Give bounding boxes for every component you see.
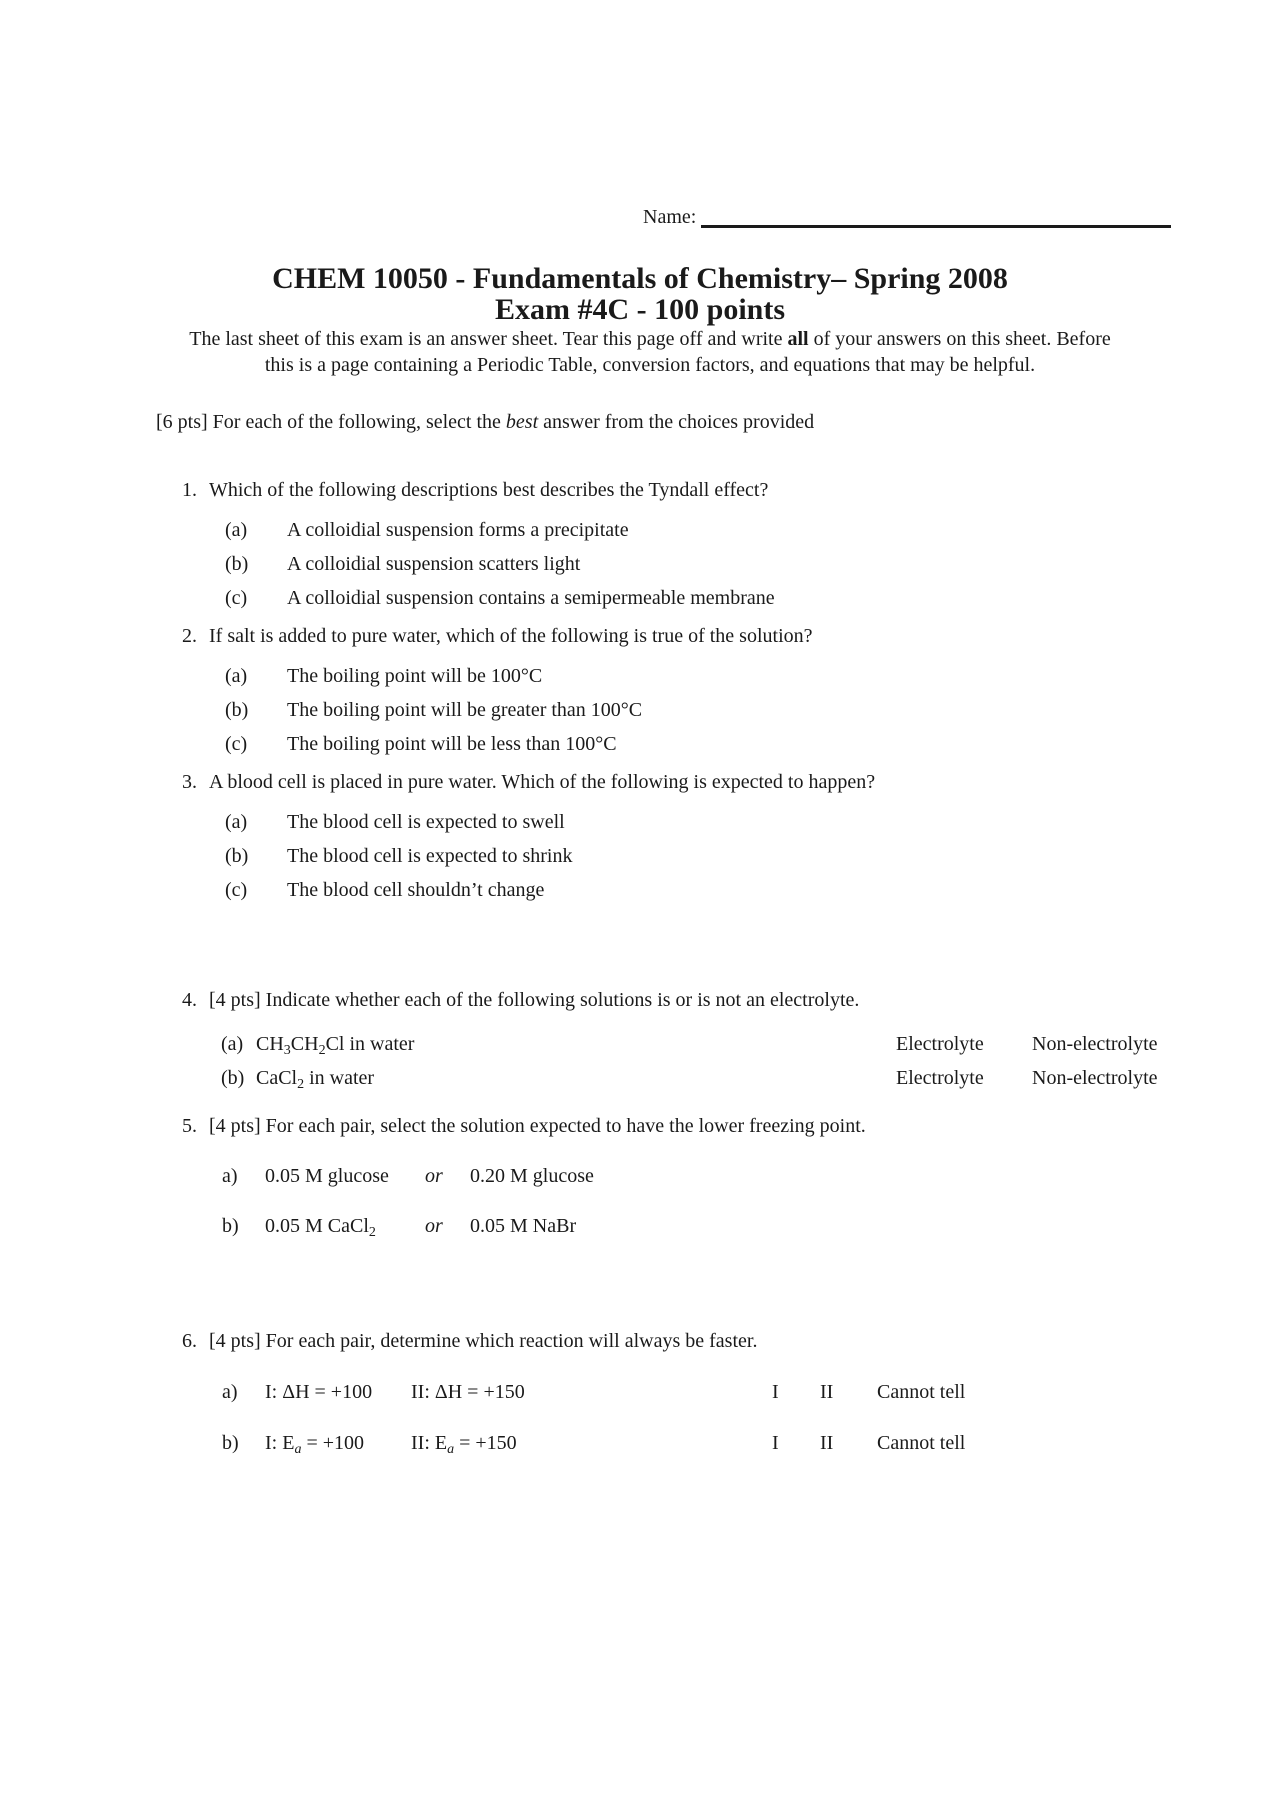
q6-b-choice-i[interactable]: I (772, 1432, 779, 1454)
q2-option-c-label[interactable]: (c) (225, 733, 248, 755)
q5-b-left[interactable] (265, 1215, 376, 1238)
q4-a-s1: 3 (283, 1043, 291, 1058)
q4-b-f2: in water (304, 1067, 375, 1089)
q1-number: 1. (182, 479, 197, 501)
q2-option-b-text[interactable]: The boiling point will be greater than 100°C (287, 699, 643, 721)
intro-text-1: The last sheet of this exam is an answer sheet. Tear this page off and write (189, 328, 788, 350)
q1-option-c-text[interactable]: A colloidial suspension contains a semipermeable membrane (287, 587, 775, 609)
q1-option-b-label[interactable]: (b) (225, 553, 249, 575)
name-field-line[interactable] (701, 225, 1171, 228)
q4-a-formula (256, 1033, 414, 1056)
q4-a-s2: 2 (318, 1043, 326, 1058)
q1-option-b-text[interactable]: A colloidial suspension scatters light (287, 553, 581, 575)
q2-option-c-text[interactable]: The boiling point will be less than 100°C (287, 733, 617, 755)
section-instructions (156, 411, 814, 434)
q2-option-b-label[interactable]: (b) (225, 699, 249, 721)
q5-a-right[interactable]: 0.20 M glucose (470, 1165, 594, 1187)
q3-option-c-label[interactable]: (c) (225, 879, 248, 901)
lead-text-a: [6 pts] For each of the following, select the (156, 411, 506, 433)
q4-a-non-electrolyte[interactable]: Non-electrolyte (1032, 1033, 1158, 1055)
q4-a-electrolyte[interactable]: Electrolyte (896, 1033, 984, 1055)
intro-text-3: this is a page containing a Periodic Table, conversion factors, and equations that may be helpful. (264, 354, 1036, 376)
q5-b-label: b) (222, 1215, 239, 1237)
q2-text: If salt is added to pure water, which of the following is true of the solution? (209, 625, 813, 647)
q2-option-a-text[interactable]: The boiling point will be 100°C (287, 665, 543, 687)
q5-b-left-main: 0.05 M CaCl (265, 1215, 369, 1237)
q6-b-left (265, 1432, 364, 1455)
q4-b-f1: CaCl (256, 1067, 298, 1089)
q4-b-s1: 2 (297, 1077, 305, 1092)
q3-option-c-text[interactable]: The blood cell shouldn’t change (287, 879, 545, 901)
q5-text: [4 pts] For each pair, select the solution expected to have the lower freezing point. (209, 1115, 866, 1137)
q6-b-label: b) (222, 1432, 239, 1454)
q1-text: Which of the following descriptions best describes the Tyndall effect? (209, 479, 769, 501)
q6-a-cannot-tell[interactable]: Cannot tell (877, 1381, 966, 1403)
q5-a-left[interactable]: 0.05 M glucose (265, 1165, 389, 1187)
name-label: Name: (643, 206, 697, 228)
q5-number: 5. (182, 1115, 197, 1137)
q6-b-right-sub: a (447, 1442, 455, 1457)
intro-text-2: of your answers on this sheet. Before (808, 328, 1111, 350)
intro-paragraph (150, 326, 1150, 378)
q4-b-electrolyte[interactable]: Electrolyte (896, 1067, 984, 1089)
q4-a-label: (a) (221, 1033, 244, 1055)
q1-option-c-label[interactable]: (c) (225, 587, 248, 609)
q4-a-f3: Cl in water (325, 1033, 415, 1055)
q4-a-f1: CH (256, 1033, 284, 1055)
q6-a-left: I: ΔH = +100 (265, 1381, 373, 1403)
q3-option-b-label[interactable]: (b) (225, 845, 249, 867)
q4-a-f2: CH (290, 1033, 319, 1055)
q2-option-a-label[interactable]: (a) (225, 665, 248, 687)
q6-a-choice-ii[interactable]: II (820, 1381, 834, 1403)
q6-b-right-pre: II: E (411, 1432, 448, 1454)
course-title: CHEM 10050 - Fundamentals of Chemistry– Spring 2008 (272, 262, 1008, 295)
q4-b-non-electrolyte[interactable]: Non-electrolyte (1032, 1067, 1158, 1089)
q4-b-formula (256, 1067, 374, 1090)
lead-text-b: answer from the choices provided (538, 411, 815, 433)
q5-b-or: or (425, 1215, 443, 1237)
q6-b-cannot-tell[interactable]: Cannot tell (877, 1432, 966, 1454)
q5-b-right[interactable]: 0.05 M NaBr (470, 1215, 577, 1237)
q6-a-right: II: ΔH = +150 (411, 1381, 525, 1403)
q3-option-a-text[interactable]: The blood cell is expected to swell (287, 811, 565, 833)
q4-text: [4 pts] Indicate whether each of the following solutions is or is not an electrolyte. (209, 989, 860, 1011)
q4-number: 4. (182, 989, 197, 1011)
intro-bold: all (787, 328, 809, 350)
q5-a-or: or (425, 1165, 443, 1187)
q3-option-b-text[interactable]: The blood cell is expected to shrink (287, 845, 573, 867)
q6-number: 6. (182, 1330, 197, 1352)
q6-b-left-post: = +100 (301, 1432, 364, 1454)
q6-b-right-post: = +150 (454, 1432, 517, 1454)
q3-option-a-label[interactable]: (a) (225, 811, 248, 833)
q1-option-a-text[interactable]: A colloidial suspension forms a precipitate (287, 519, 629, 541)
q6-b-left-sub: a (294, 1442, 302, 1457)
q3-text: A blood cell is placed in pure water. Which of the following is expected to happen? (209, 771, 876, 793)
exam-title: Exam #4C - 100 points (494, 293, 786, 326)
lead-italic: best (505, 411, 539, 433)
q6-b-choice-ii[interactable]: II (820, 1432, 834, 1454)
q6-a-label: a) (222, 1381, 238, 1403)
q4-b-label: (b) (221, 1067, 245, 1089)
q6-b-left-pre: I: E (265, 1432, 295, 1454)
q5-b-left-sub: 2 (368, 1225, 376, 1240)
q1-option-a-label[interactable]: (a) (225, 519, 248, 541)
q6-text: [4 pts] For each pair, determine which reaction will always be faster. (209, 1330, 758, 1352)
q3-number: 3. (182, 771, 197, 793)
q2-number: 2. (182, 625, 197, 647)
q6-b-right (411, 1432, 517, 1455)
q5-a-label: a) (222, 1165, 238, 1187)
q6-a-choice-i[interactable]: I (772, 1381, 779, 1403)
